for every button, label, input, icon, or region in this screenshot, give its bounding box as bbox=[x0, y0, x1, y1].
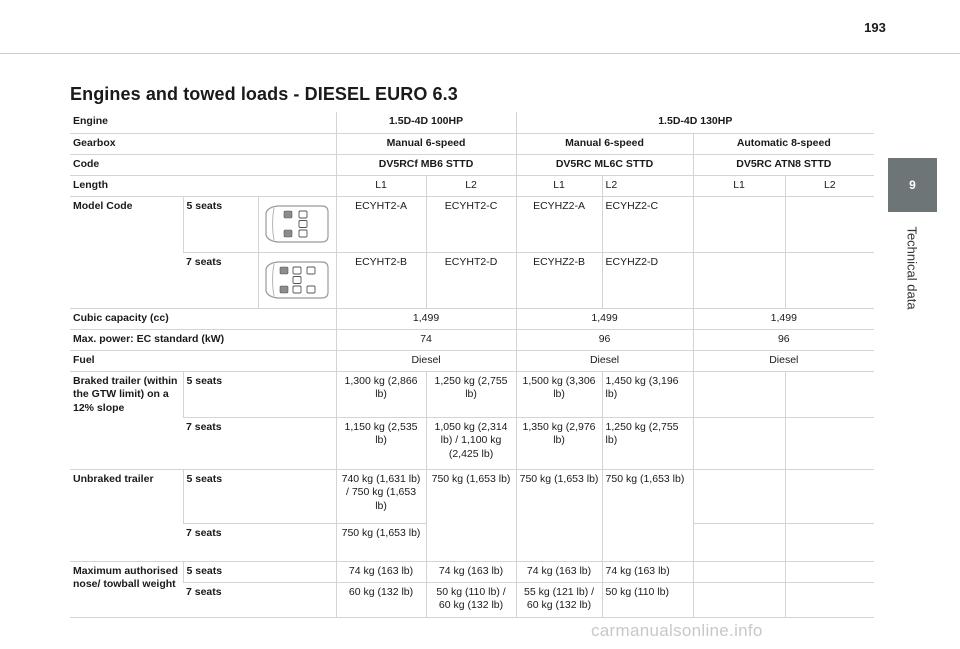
length-cell: L1 bbox=[693, 175, 785, 196]
unbraked-cell: 750 kg (1,653 lb) bbox=[602, 469, 693, 561]
engine-100hp: 1.5D-4D 100HP bbox=[336, 112, 516, 133]
row-model-code-5 bbox=[70, 196, 874, 252]
model-code-cell: ECYHZ2-A bbox=[516, 196, 602, 252]
seats-label: 5 seats bbox=[183, 561, 336, 582]
unbraked-cell: 750 kg (1,653 lb) bbox=[426, 469, 516, 561]
unbraked-cell: 740 kg (1,631 lb) / 750 kg (1,653 lb) bbox=[336, 469, 426, 523]
row-length bbox=[70, 175, 874, 196]
row-engine bbox=[70, 112, 874, 133]
cubic-cell: 1,499 bbox=[516, 308, 693, 329]
cubic-label: Cubic capacity (cc) bbox=[70, 308, 336, 329]
power-label: Max. power: EC standard (kW) bbox=[70, 329, 336, 350]
braked-cell: 1,250 kg (2,755 lb) bbox=[602, 417, 693, 469]
braked-cell: 1,150 kg (2,535 lb) bbox=[336, 417, 426, 469]
power-cell: 96 bbox=[516, 329, 693, 350]
braked-cell: 1,300 kg (2,866 lb) bbox=[336, 371, 426, 417]
empty-cell bbox=[693, 523, 785, 561]
fuel-label: Fuel bbox=[70, 350, 336, 371]
empty-cell bbox=[785, 196, 874, 252]
chapter-label: Technical data bbox=[904, 226, 920, 310]
cubic-cell: 1,499 bbox=[693, 308, 874, 329]
seat-layout-7-image bbox=[258, 252, 336, 308]
towball-cell: 74 kg (163 lb) bbox=[516, 561, 602, 582]
braked-cell: 1,350 kg (2,976 lb) bbox=[516, 417, 602, 469]
gearbox-1: Manual 6-speed bbox=[336, 133, 516, 154]
length-cell: L2 bbox=[785, 175, 874, 196]
empty-cell bbox=[693, 469, 785, 523]
model-code-cell: ECYHT2-C bbox=[426, 196, 516, 252]
code-3: DV5RC ATN8 STTD bbox=[693, 154, 874, 175]
towball-cell: 74 kg (163 lb) bbox=[602, 561, 693, 582]
row-fuel bbox=[70, 350, 874, 371]
row-gearbox bbox=[70, 133, 874, 154]
engine-130hp: 1.5D-4D 130HP bbox=[516, 112, 874, 133]
fuel-cell: Diesel bbox=[693, 350, 874, 371]
seats-label: 5 seats bbox=[183, 196, 258, 252]
length-cell: L1 bbox=[516, 175, 602, 196]
empty-cell bbox=[785, 252, 874, 308]
unbraked-cell: 750 kg (1,653 lb) bbox=[336, 523, 426, 561]
unbraked-trailer-label: Unbraked trailer bbox=[70, 469, 183, 561]
braked-cell: 1,450 kg (3,196 lb) bbox=[602, 371, 693, 417]
unbraked-cell: 750 kg (1,653 lb) bbox=[516, 469, 602, 561]
seats-label: 5 seats bbox=[183, 371, 336, 417]
van-5-seats-icon bbox=[262, 203, 332, 245]
empty-cell bbox=[693, 371, 785, 417]
braked-cell: 1,050 kg (2,314 lb) / 1,100 kg (2,425 lb) bbox=[426, 417, 516, 469]
seats-label: 7 seats bbox=[183, 523, 336, 561]
seat-layout-5-image bbox=[258, 196, 336, 252]
empty-cell bbox=[693, 561, 785, 582]
row-towball-7 bbox=[70, 582, 874, 617]
model-code-cell: ECYHT2-D bbox=[426, 252, 516, 308]
length-label: Length bbox=[70, 175, 336, 196]
towball-cell: 74 kg (163 lb) bbox=[426, 561, 516, 582]
seats-label: 5 seats bbox=[183, 469, 336, 523]
empty-cell bbox=[785, 469, 874, 523]
towball-cell: 50 kg (110 lb) / 60 kg (132 lb) bbox=[426, 582, 516, 617]
braked-trailer-label: Braked trailer (within the GTW limit) on a 12% slope bbox=[70, 371, 183, 469]
code-1: DV5RCf MB6 STTD bbox=[336, 154, 516, 175]
braked-cell: 1,500 kg (3,306 lb) bbox=[516, 371, 602, 417]
row-power bbox=[70, 329, 874, 350]
towball-cell: 60 kg (132 lb) bbox=[336, 582, 426, 617]
power-cell: 74 bbox=[336, 329, 516, 350]
engine-label: Engine bbox=[70, 112, 336, 133]
model-code-cell: ECYHZ2-D bbox=[602, 252, 693, 308]
braked-cell: 1,250 kg (2,755 lb) bbox=[426, 371, 516, 417]
engine-spec-table bbox=[70, 112, 874, 618]
empty-cell bbox=[693, 582, 785, 617]
row-towball-5 bbox=[70, 561, 874, 582]
power-cell: 96 bbox=[693, 329, 874, 350]
site-watermark: carmanualsonline.info bbox=[591, 621, 763, 640]
length-cell: L2 bbox=[426, 175, 516, 196]
van-7-seats-icon bbox=[262, 259, 332, 301]
header-divider bbox=[0, 53, 960, 54]
cubic-cell: 1,499 bbox=[336, 308, 516, 329]
row-braked-7 bbox=[70, 417, 874, 469]
seats-label: 7 seats bbox=[183, 417, 336, 469]
gearbox-2: Manual 6-speed bbox=[516, 133, 693, 154]
empty-cell bbox=[693, 252, 785, 308]
towball-weight-label: Maximum authorised nose/ towball weight bbox=[70, 561, 183, 617]
model-code-cell: ECYHT2-A bbox=[336, 196, 426, 252]
code-label: Code bbox=[70, 154, 336, 175]
towball-cell: 74 kg (163 lb) bbox=[336, 561, 426, 582]
fuel-cell: Diesel bbox=[516, 350, 693, 371]
page-title: Engines and towed loads - DIESEL EURO 6.3 bbox=[70, 84, 458, 104]
length-cell: L1 bbox=[336, 175, 426, 196]
empty-cell bbox=[785, 582, 874, 617]
row-unbraked-5 bbox=[70, 469, 874, 523]
length-cell: L2 bbox=[602, 175, 693, 196]
towball-cell: 55 kg (121 lb) / 60 kg (132 lb) bbox=[516, 582, 602, 617]
row-model-code-7 bbox=[70, 252, 874, 308]
seats-label: 7 seats bbox=[183, 582, 336, 617]
code-2: DV5RC ML6C STTD bbox=[516, 154, 693, 175]
model-code-cell: ECYHZ2-C bbox=[602, 196, 693, 252]
seats-label: 7 seats bbox=[183, 252, 258, 308]
model-code-label: Model Code bbox=[70, 196, 183, 308]
empty-cell bbox=[693, 196, 785, 252]
towball-cell: 50 kg (110 lb) bbox=[602, 582, 693, 617]
row-braked-5 bbox=[70, 371, 874, 417]
empty-cell bbox=[785, 523, 874, 561]
model-code-cell: ECYHZ2-B bbox=[516, 252, 602, 308]
fuel-cell: Diesel bbox=[336, 350, 516, 371]
chapter-tab[interactable]: 9 bbox=[888, 158, 937, 212]
model-code-cell: ECYHT2-B bbox=[336, 252, 426, 308]
empty-cell bbox=[785, 417, 874, 469]
empty-cell bbox=[785, 371, 874, 417]
empty-cell bbox=[785, 561, 874, 582]
row-cubic bbox=[70, 308, 874, 329]
gearbox-3: Automatic 8-speed bbox=[693, 133, 874, 154]
page-number: 193 bbox=[864, 20, 886, 35]
row-code bbox=[70, 154, 874, 175]
gearbox-label: Gearbox bbox=[70, 133, 336, 154]
empty-cell bbox=[693, 417, 785, 469]
